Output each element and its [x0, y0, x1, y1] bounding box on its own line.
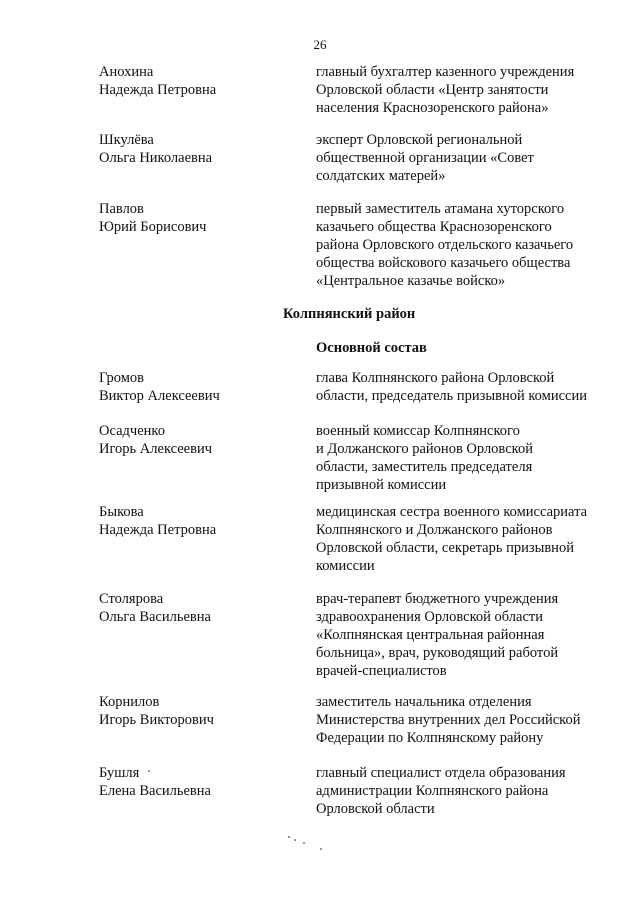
position-line: «Колпнянская центральная районная [316, 627, 545, 643]
member-name [99, 693, 299, 729]
given-names: Игорь Викторович [99, 712, 214, 728]
scan-speck [303, 842, 305, 844]
position-line: глава Колпнянского района Орловской [316, 370, 555, 386]
position-line: заместитель начальника отделения [316, 694, 532, 710]
member-name [99, 764, 299, 800]
member-position [316, 764, 616, 818]
member-position [316, 693, 616, 747]
position-line: комиссии [316, 558, 375, 574]
position-line: врачей-специалистов [316, 663, 447, 679]
position-line: медицинская сестра военного комиссариата [316, 504, 588, 520]
member-position [316, 200, 616, 290]
surname: Корнилов [99, 694, 160, 710]
member-position [316, 503, 616, 575]
member-name [99, 422, 299, 458]
position-line: Колпнянского и Должанского районов [316, 522, 553, 538]
scan-speck [288, 836, 290, 838]
position-line: общественной организации «Совет [316, 150, 534, 166]
member-name [99, 590, 299, 626]
surname: Шкулёва [99, 132, 154, 148]
section-heading: Основной состав [316, 340, 427, 356]
member-name [99, 200, 299, 236]
given-names: Надежда Петровна [99, 82, 217, 98]
position-line: здравоохранения Орловской области [316, 609, 543, 625]
position-line: области, председатель призывной комиссии [316, 388, 587, 404]
position-line: Орловской области, секретарь призывной [316, 540, 574, 556]
member-position [316, 131, 616, 185]
scan-speck [320, 848, 322, 850]
position-line: администрации Колпнянского района [316, 783, 549, 799]
position-line: и Должанского районов Орловской [316, 441, 533, 457]
position-line: больница», врач, руководящий работой [316, 645, 559, 661]
position-line: Министерства внутренних дел Российской [316, 712, 581, 728]
given-names: Елена Васильевна [99, 783, 211, 799]
given-names: Ольга Васильевна [99, 609, 211, 625]
position-line: «Центральное казачье войско» [316, 273, 506, 289]
position-line: Орловской области «Центр занятости [316, 82, 549, 98]
member-position [316, 590, 616, 680]
member-name [99, 503, 299, 539]
position-line: Федерации по Колпнянскому району [316, 730, 544, 746]
member-position [316, 63, 616, 117]
surname: Осадченко [99, 423, 165, 439]
position-line: врач-терапевт бюджетного учреждения [316, 591, 559, 607]
position-line: главный бухгалтер казенного учреждения [316, 64, 575, 80]
given-names: Виктор Алексеевич [99, 388, 220, 404]
page-number: 26 [313, 37, 327, 52]
member-position [316, 369, 616, 405]
surname: Столярова [99, 591, 164, 607]
position-line: призывной комиссии [316, 477, 447, 493]
position-line: первый заместитель атамана хуторского [316, 201, 565, 217]
member-name [99, 131, 299, 167]
position-line: Орловской области [316, 801, 435, 817]
position-line: эксперт Орловской региональной [316, 132, 523, 148]
surname: Павлов [99, 201, 144, 217]
surname: Бушля [99, 765, 140, 781]
member-position [316, 422, 616, 494]
member-name [99, 369, 299, 405]
scan-speck [294, 839, 296, 841]
surname: Быкова [99, 504, 144, 520]
position-line: населения Краснозоренского района» [316, 100, 549, 116]
position-line: военный комиссар Колпнянского [316, 423, 520, 439]
member-name [99, 63, 299, 99]
position-line: общества войскового казачьего общества [316, 255, 571, 271]
scan-speck [148, 770, 150, 772]
given-names: Юрий Борисович [99, 219, 207, 235]
position-line: района Орловского отдельского казачьего [316, 237, 574, 253]
position-line: главный специалист отдела образования [316, 765, 566, 781]
given-names: Игорь Алексеевич [99, 441, 213, 457]
position-line: казачьего общества Краснозоренского [316, 219, 552, 235]
surname: Анохина [99, 64, 154, 80]
position-line: области, заместитель председателя [316, 459, 533, 475]
position-line: солдатских матерей» [316, 168, 446, 184]
district-heading: Колпнянский район [283, 306, 416, 322]
surname: Громов [99, 370, 144, 386]
given-names: Надежда Петровна [99, 522, 217, 538]
given-names: Ольга Николаевна [99, 150, 213, 166]
